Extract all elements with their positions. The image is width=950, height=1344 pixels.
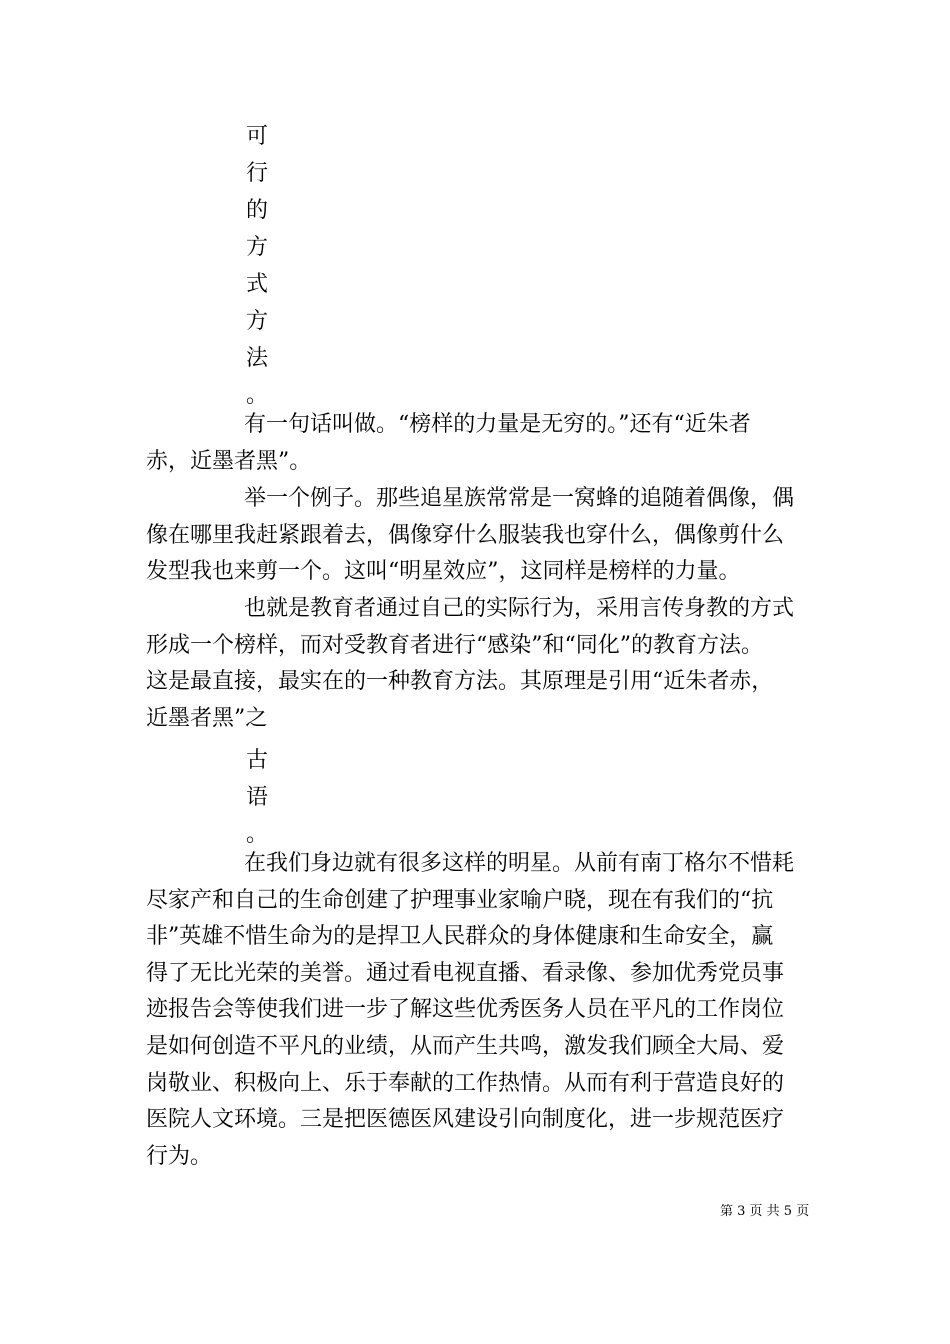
vertical-char: 古 bbox=[246, 748, 269, 773]
vertical-char: 行 bbox=[246, 161, 269, 186]
paragraph-star-effect bbox=[146, 481, 826, 591]
paragraph-line: 像在哪里我赶紧跟着去，偶像穿什么服装我也穿什么，偶像剪什么 bbox=[146, 522, 785, 548]
paragraph-line: 岗敬业、积极向上、乐于奉献的工作热情。从而有利于营造良好的 bbox=[146, 1070, 785, 1096]
paragraph-line: 也就是教育者通过自己的实际行为，采用言传身教的方式 bbox=[244, 596, 795, 621]
paragraph-teaching-by-example bbox=[146, 591, 826, 737]
paragraph-line: 医院人文环境。三是把医德医风建设引向制度化，进一步规范医疗 bbox=[146, 1107, 785, 1133]
vertical-char: 。 bbox=[246, 822, 269, 847]
paragraph-line: 近墨者黑”之 bbox=[146, 705, 268, 731]
vertical-char: 方 bbox=[246, 309, 269, 334]
paragraph-line: 这是最直接，最实在的一种教育方法。其原理是引用“近朱者赤， bbox=[146, 669, 774, 695]
vertical-char: 法 bbox=[246, 346, 269, 371]
vertical-char: 。 bbox=[246, 383, 269, 408]
paragraph-line: 非”英雄不惜生命为的是捍卫人民群众的身体健康和生命安全，赢 bbox=[146, 924, 774, 950]
paragraph-exemplary-stars bbox=[146, 846, 826, 1175]
paragraph-line: 举一个例子。那些追星族常常是一窝蜂的追随着偶像，偶 bbox=[244, 486, 795, 511]
paragraph-line: 是如何创造不平凡的业绩，从而产生共鸣，激发我们顾全大局、爱 bbox=[146, 1033, 785, 1059]
paragraph-line: 有一句话叫做。“榜样的力量是无穷的。”还有“近朱者 bbox=[244, 412, 751, 437]
page-number-footer: 第 3 页 共 5 页 bbox=[720, 1204, 810, 1219]
vertical-char: 方 bbox=[246, 235, 269, 260]
paragraph-line: 赤，近墨者黑”。 bbox=[146, 448, 312, 474]
paragraph-line: 发型我也来剪一个。这叫“明星效应”，这同样是榜样的力量。 bbox=[146, 559, 741, 585]
vertical-text-column-2 bbox=[246, 742, 276, 853]
vertical-char: 的 bbox=[246, 198, 269, 223]
vertical-char: 式 bbox=[246, 272, 269, 297]
vertical-text-column-1 bbox=[246, 118, 276, 414]
paragraph-line: 得了无比光荣的美誉。通过看电视直播、看录像、参加优秀党员事 bbox=[146, 960, 785, 986]
vertical-char: 可 bbox=[246, 124, 269, 149]
paragraph-line: 在我们身边就有很多这样的明星。从前有南丁格尔不惜耗 bbox=[244, 851, 795, 876]
paragraph-role-model-saying bbox=[146, 407, 826, 480]
paragraph-line: 尽家产和自己的生命创建了护理事业家喻户晓，现在有我们的“抗 bbox=[146, 887, 774, 913]
paragraph-line: 迹报告会等使我们进一步了解这些优秀医务人员在平凡的工作岗位 bbox=[146, 997, 785, 1023]
paragraph-line: 形成一个榜样，而对受教育者进行“感染”和“同化”的教育方法。 bbox=[146, 632, 763, 658]
vertical-char: 语 bbox=[246, 785, 269, 810]
paragraph-line: 行为。 bbox=[146, 1143, 213, 1169]
